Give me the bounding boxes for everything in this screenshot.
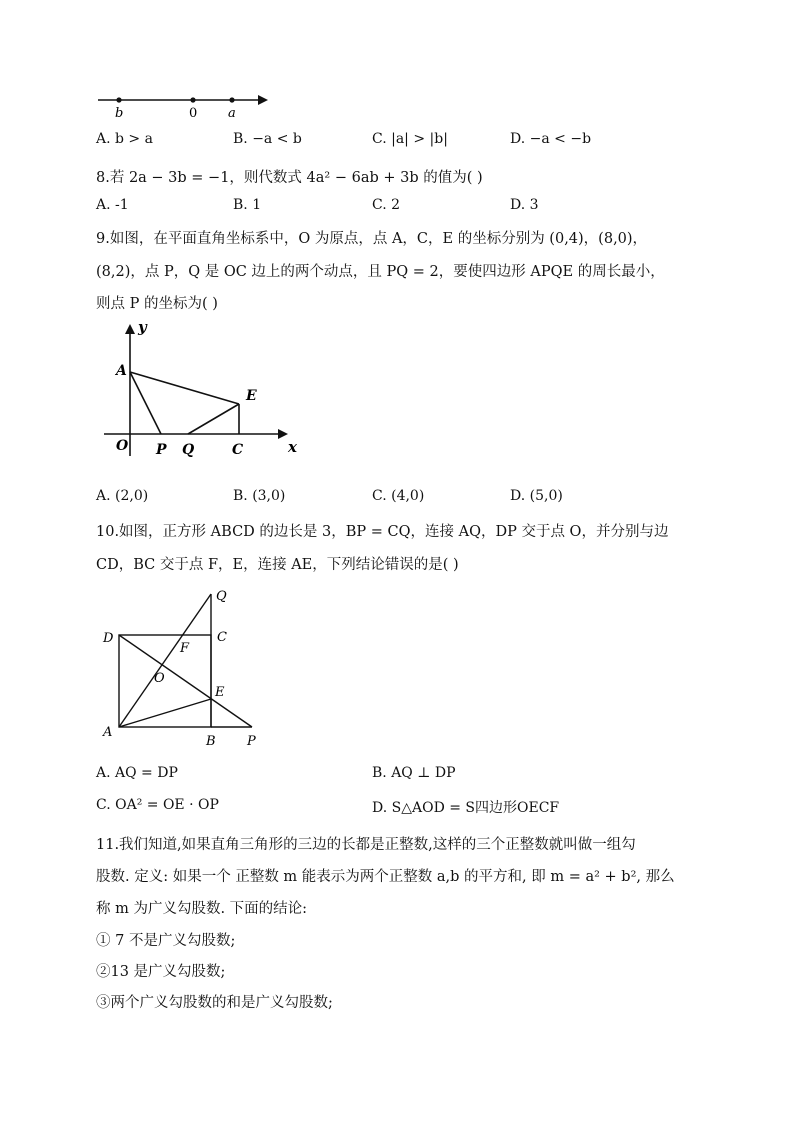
label-C: C <box>232 442 244 458</box>
label-E: E <box>246 388 257 404</box>
label-zero: 0 <box>189 106 198 121</box>
q9-figure <box>98 314 310 464</box>
q8-option-a[interactable]: A. -1 <box>96 197 129 213</box>
number-line-figure <box>90 88 280 122</box>
q10-option-a[interactable]: A. AQ = DP <box>96 765 178 781</box>
label-O: O <box>154 671 165 686</box>
label-A: A <box>103 725 113 740</box>
label-F: F <box>180 641 190 656</box>
q9-option-d[interactable]: D. (5,0) <box>510 488 563 504</box>
q10-figure <box>96 584 276 754</box>
point-b <box>116 97 121 102</box>
point-zero <box>190 97 195 102</box>
q11-stem-line1: 11.我们知道,如果直角三角形的三边的长都是正整数,这样的三个正整数就叫做一组勾 <box>96 837 636 853</box>
q11-item-3: ③两个广义勾股数的和是广义勾股数; <box>96 995 333 1011</box>
q7-option-b[interactable]: B. −a < b <box>233 131 302 147</box>
q11-item-2: ②13 是广义勾股数; <box>96 964 226 980</box>
label-O: O <box>116 438 129 454</box>
label-A: A <box>116 363 127 379</box>
label-x: x <box>288 438 297 456</box>
q10-option-b[interactable]: B. AQ ⊥ DP <box>372 765 456 781</box>
label-P: P <box>156 442 167 458</box>
q8-option-d[interactable]: D. 3 <box>510 197 539 213</box>
q10-stem-line2: CD，BC 交于点 F，E，连接 AE，下列结论错误的是( ) <box>96 557 459 573</box>
q9-option-b[interactable]: B. (3,0) <box>233 488 286 504</box>
q9-stem-line3: 则点 P 的坐标为( ) <box>96 296 218 312</box>
q8-stem: 8.若 2a − 3b = −1，则代数式 4a² − 6ab + 3b 的值为( ) <box>96 170 483 186</box>
label-D: D <box>103 631 114 646</box>
y-axis-arrow-icon <box>125 324 135 334</box>
segment-AP <box>130 372 161 434</box>
label-Q: Q <box>182 442 195 458</box>
point-a <box>229 97 234 102</box>
q9-stem-line1: 9.如图，在平面直角坐标系中，O 为原点，点 A，C，E 的坐标分别为 (0,4)，(8,0)， <box>96 231 648 247</box>
x-axis-arrow-icon <box>278 429 288 439</box>
segment-AQ <box>119 594 211 727</box>
q9-option-c[interactable]: C. (4,0) <box>372 488 425 504</box>
q7-option-d[interactable]: D. −a < −b <box>510 131 592 147</box>
q11-stem-line2: 股数. 定义: 如果一个 正整数 m 能表示为两个正整数 a,b 的平方和, 即 m = a² + b², 那么 <box>96 869 675 885</box>
label-E: E <box>215 685 225 700</box>
q9-stem-line2: (8,2)，点 P，Q 是 OC 边上的两个动点，且 PQ = 2，要使四边形 APQE 的周长最小， <box>96 264 665 280</box>
q9-option-a[interactable]: A. (2,0) <box>96 488 149 504</box>
label-B: B <box>206 734 216 749</box>
q10-option-c[interactable]: C. OA² = OE · OP <box>96 797 219 813</box>
q8-option-c[interactable]: C. 2 <box>372 197 401 213</box>
label-b: b <box>115 106 124 121</box>
segment-AE <box>130 372 239 404</box>
label-a: a <box>228 106 236 121</box>
number-line-arrow-icon <box>258 95 268 105</box>
q11-stem-line3: 称 m 为广义勾股数. 下面的结论: <box>96 901 308 917</box>
segment-QE <box>188 404 239 434</box>
q10-stem-line1: 10.如图，正方形 ABCD 的边长是 3，BP = CQ，连接 AQ，DP 交于点 O，并分别与边 <box>96 524 669 540</box>
label-P: P <box>247 734 256 749</box>
label-Q: Q <box>216 589 227 604</box>
label-C: C <box>217 630 227 645</box>
q10-option-d[interactable]: D. S△AOD = S四边形OECF <box>372 800 560 816</box>
label-y: y <box>138 318 147 336</box>
segment-AE <box>119 699 211 727</box>
q8-option-b[interactable]: B. 1 <box>233 197 262 213</box>
q7-option-a[interactable]: A. b > a <box>96 131 153 147</box>
q11-item-1: ① 7 不是广义勾股数; <box>96 933 236 949</box>
q7-option-c[interactable]: C. |a| > |b| <box>372 131 448 147</box>
